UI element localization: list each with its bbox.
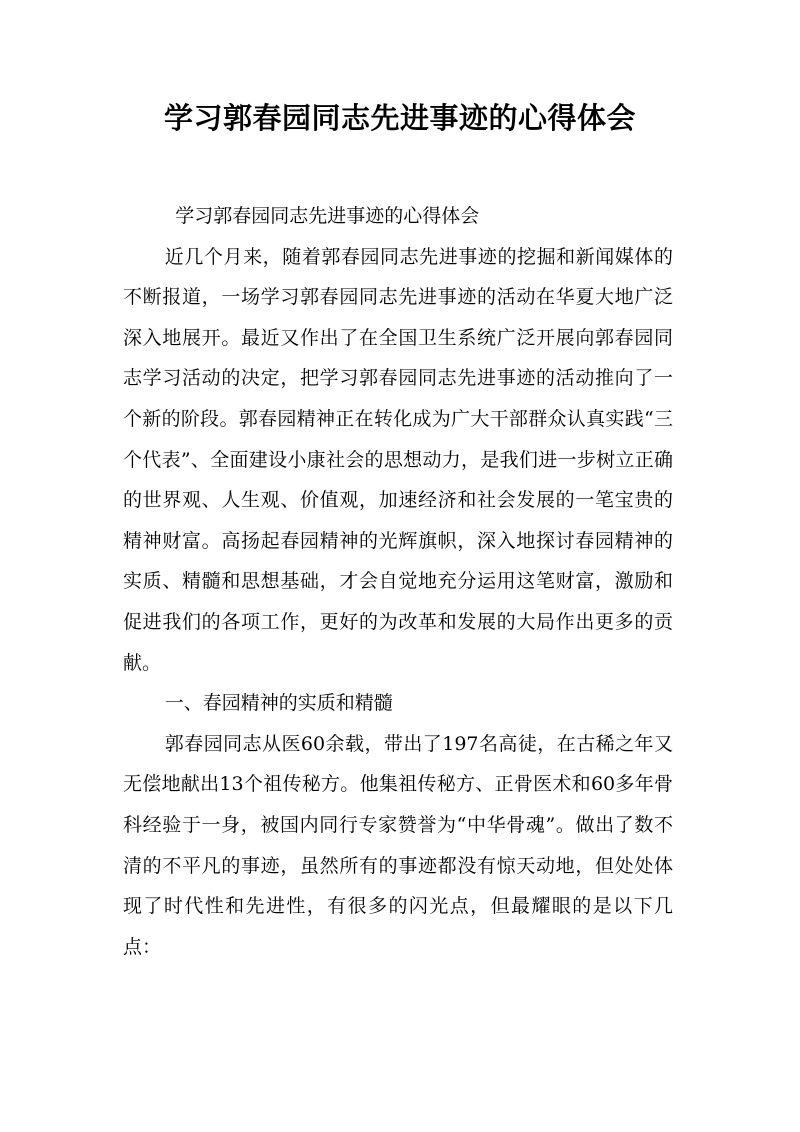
document-body [123,196,673,967]
paragraph-section-one: 郭春园同志从医60余载，带出了197名高徒，在古稀之年又无偿地献出13个祖传秘方。他集祖传秘方、正骨医术和60多年骨科经验于一身，被国内同行专家赞誉为“中华骨魂”。做出了数不清的不平凡的事迹，虽然所有的事迹都没有惊天动地，但处处体现了时代性和先进性，有很多的闪光点，但最耀眼的是以下几点： [123,732,673,958]
document-subtitle: 学习郭春园同志先进事迹的心得体会 [175,205,480,227]
document-title: 学习郭春园同志先进事迹的心得体会 [163,101,636,135]
paragraph-intro: 近几个月来，随着郭春园同志先进事迹的挖掘和新闻媒体的不断报道，一场学习郭春园同志先进事迹的活动在华夏大地广泛深入地展开。最近又作出了在全国卫生系统广泛开展向郭春园同志学习活动的决定，把学习郭春园同志先进事迹的活动推向了一个新的阶段。郭春园精神正在转化成为广大干部群众认真实践“三个代表”、全面建设小康社会的思想动力，是我们进一步树立正确的世界观、人生观、价值观，加速经济和社会发展的一笔宝贵的精神财富。高扬起春园精神的光辉旗帜，深入地探讨春园精神的实质、精髓和思想基础，才会自觉地充分运用这笔财富，激励和促进我们的各项工作，更好的为改革和发展的大局作出更多的贡献。 [123,245,673,674]
section-heading: 一、春园精神的实质和精髓 [164,692,393,715]
